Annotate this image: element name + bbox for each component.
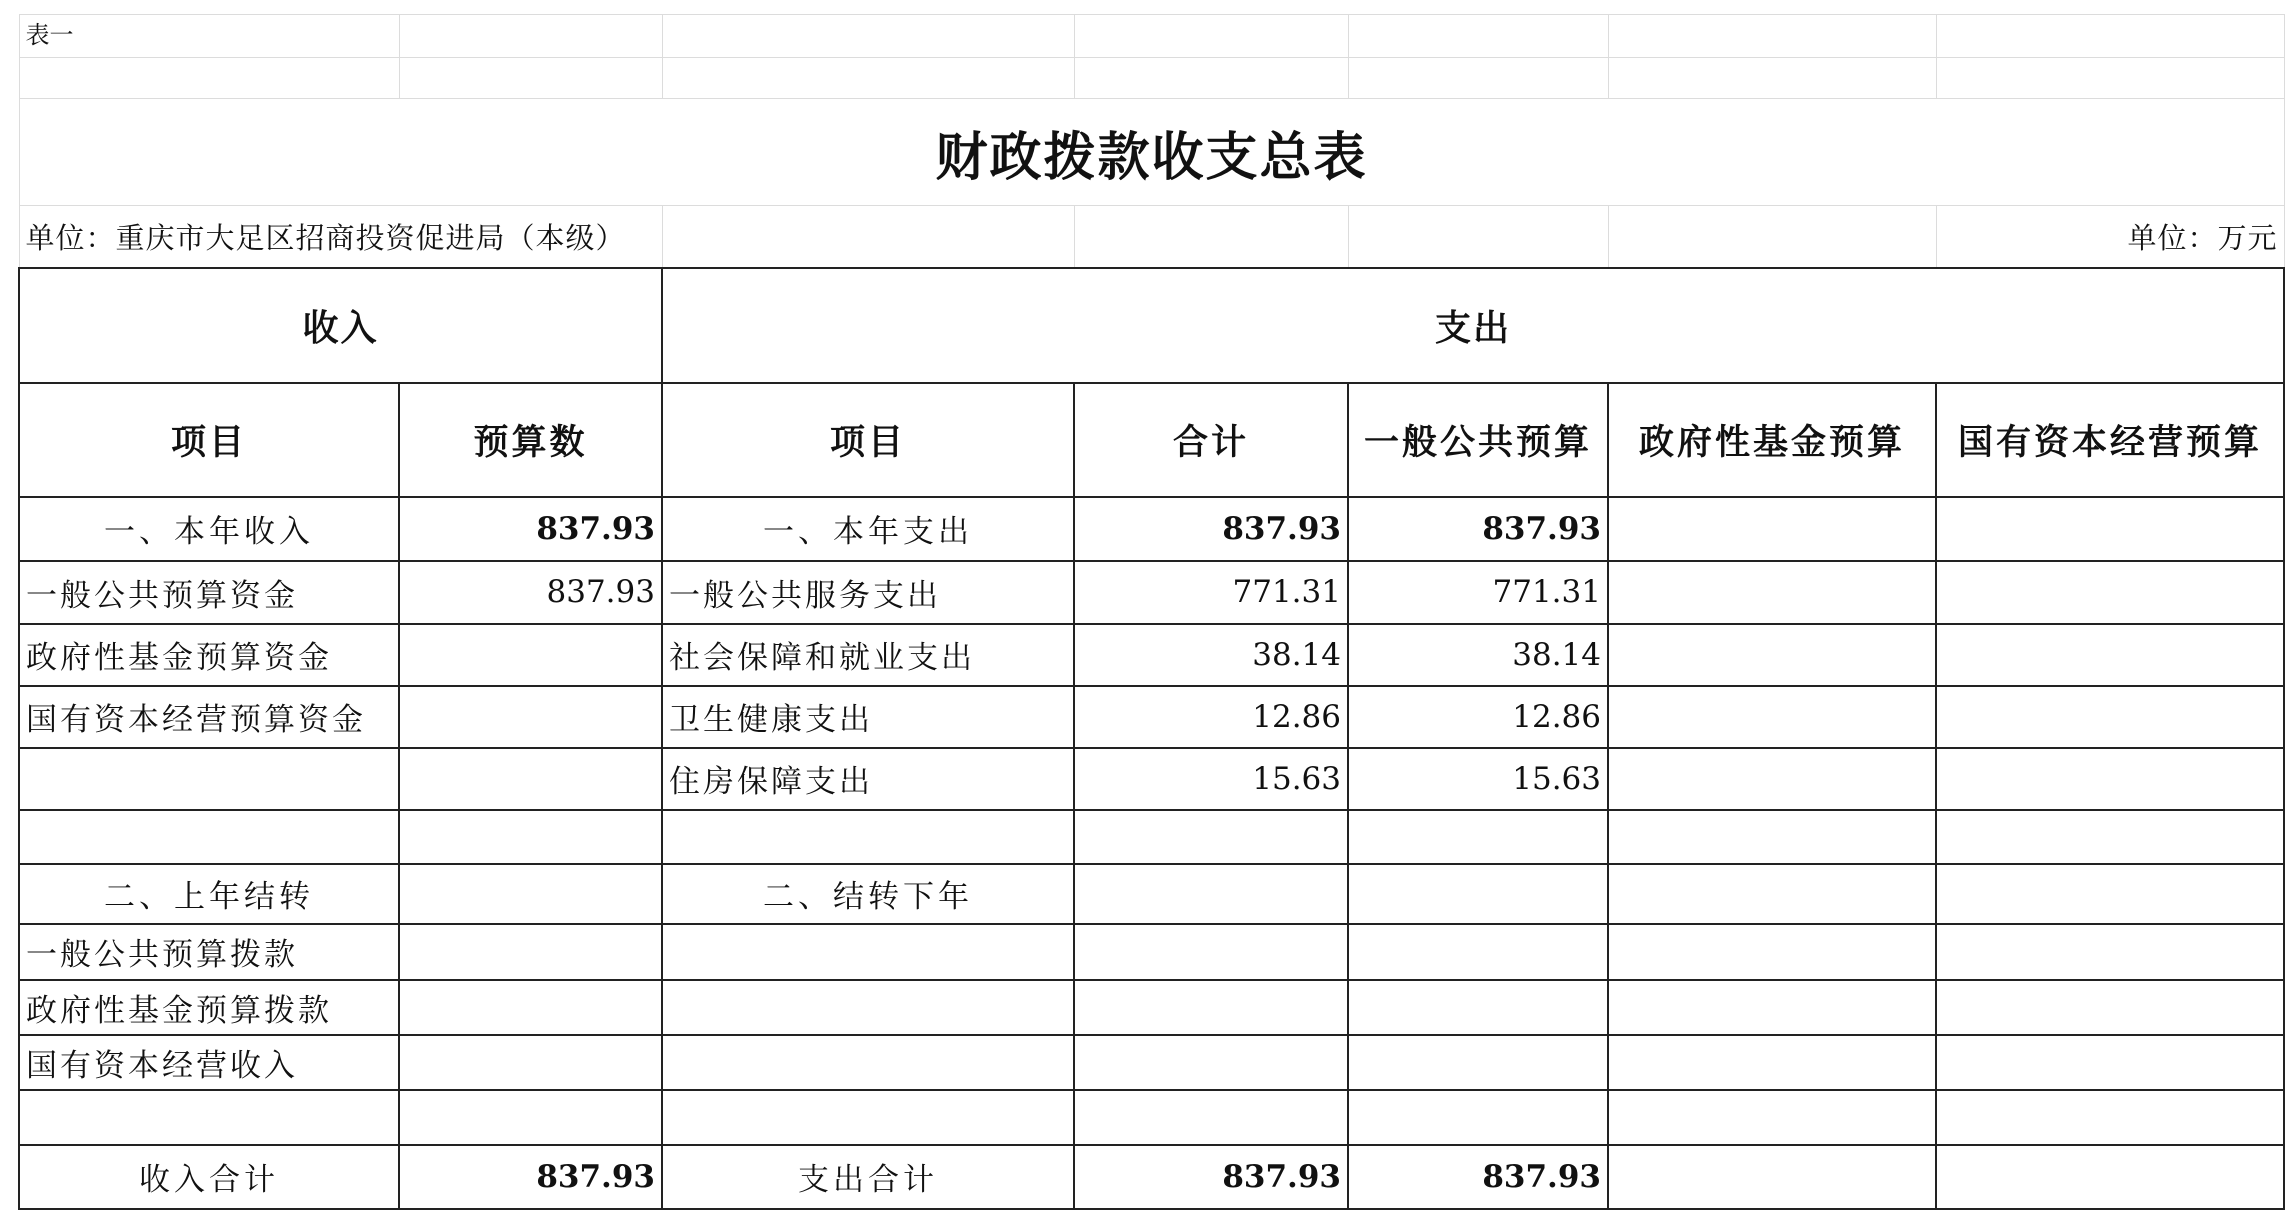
expense-state-capital	[1936, 864, 2284, 924]
income-total-value: 837.93	[399, 1145, 662, 1209]
expense-general	[1348, 864, 1608, 924]
expense-gov-fund	[1608, 1035, 1936, 1090]
expense-gov-fund	[1608, 686, 1936, 748]
expense-general	[1348, 1090, 1608, 1145]
table-row	[19, 686, 2284, 748]
expense-general: 771.31	[1348, 561, 1608, 624]
income-value	[399, 748, 662, 810]
expense-total	[1074, 810, 1348, 864]
unit-row	[19, 206, 2284, 268]
expense-state-capital	[1936, 748, 2284, 810]
expense-gov-fund	[1608, 980, 1936, 1035]
col-income-budget: 预算数	[399, 383, 662, 497]
table-row	[19, 497, 2284, 561]
expense-item	[662, 810, 1074, 864]
income-value	[399, 1090, 662, 1145]
col-gov-fund-budget: 政府性基金预算	[1608, 383, 1936, 497]
expense-total	[1074, 1090, 1348, 1145]
unit-currency: 单位：万元	[1936, 206, 2284, 268]
expense-total-sum: 837.93	[1074, 1145, 1348, 1209]
income-item: 政府性基金预算资金	[19, 624, 399, 686]
expense-total	[1074, 924, 1348, 980]
table-number: 表一	[19, 15, 399, 58]
expense-gov-fund	[1608, 810, 1936, 864]
expense-total	[1074, 1035, 1348, 1090]
header-row-1	[19, 268, 2284, 383]
expense-item: 住房保障支出	[662, 748, 1074, 810]
expense-item: 卫生健康支出	[662, 686, 1074, 748]
income-header: 收入	[19, 268, 662, 383]
expense-state-capital	[1936, 1090, 2284, 1145]
income-value	[399, 864, 662, 924]
expense-total: 12.86	[1074, 686, 1348, 748]
income-item	[19, 748, 399, 810]
income-item: 国有资本经营预算资金	[19, 686, 399, 748]
table-row	[19, 1035, 2284, 1090]
income-value	[399, 686, 662, 748]
expense-total-label: 支出合计	[662, 1145, 1074, 1209]
income-value	[399, 980, 662, 1035]
income-value	[399, 924, 662, 980]
col-expense-item: 项目	[662, 383, 1074, 497]
expense-total	[1074, 864, 1348, 924]
expense-general	[1348, 980, 1608, 1035]
expense-general	[1348, 924, 1608, 980]
expense-gov-fund	[1608, 1090, 1936, 1145]
expense-state-capital	[1936, 497, 2284, 561]
expense-state-capital	[1936, 924, 2284, 980]
title-row	[19, 99, 2284, 206]
expense-header: 支出	[662, 268, 2284, 383]
expense-state-capital	[1936, 1035, 2284, 1090]
income-value	[399, 810, 662, 864]
income-item	[19, 810, 399, 864]
expense-general: 15.63	[1348, 748, 1608, 810]
expense-item: 一、本年支出	[662, 497, 1074, 561]
table-row	[19, 748, 2284, 810]
expense-total: 837.93	[1074, 497, 1348, 561]
expense-gov-fund	[1608, 748, 1936, 810]
col-total: 合计	[1074, 383, 1348, 497]
table-title: 财政拨款收支总表	[19, 99, 2284, 206]
spacer-row	[19, 58, 2284, 99]
expense-item: 社会保障和就业支出	[662, 624, 1074, 686]
col-income-item: 项目	[19, 383, 399, 497]
expense-gov-fund	[1608, 864, 1936, 924]
income-value: 837.93	[399, 497, 662, 561]
expense-item	[662, 1090, 1074, 1145]
income-item: 一般公共预算拨款	[19, 924, 399, 980]
expense-state-capital	[1936, 624, 2284, 686]
table-row	[19, 924, 2284, 980]
expense-item	[662, 1035, 1074, 1090]
expense-total: 771.31	[1074, 561, 1348, 624]
expense-state-capital	[1936, 561, 2284, 624]
table-number-row	[19, 15, 2284, 58]
table-row	[19, 864, 2284, 924]
expense-total-general: 837.93	[1348, 1145, 1608, 1209]
expense-item	[662, 924, 1074, 980]
col-state-capital-budget: 国有资本经营预算	[1936, 383, 2284, 497]
income-item: 二、上年结转	[19, 864, 399, 924]
table-row	[19, 980, 2284, 1035]
expense-total-gov-fund	[1608, 1145, 1936, 1209]
expense-total: 38.14	[1074, 624, 1348, 686]
expense-state-capital	[1936, 810, 2284, 864]
expense-gov-fund	[1608, 561, 1936, 624]
income-item: 政府性基金预算拨款	[19, 980, 399, 1035]
expense-item: 二、结转下年	[662, 864, 1074, 924]
expense-general: 837.93	[1348, 497, 1608, 561]
table-row	[19, 624, 2284, 686]
expense-total-state-capital	[1936, 1145, 2284, 1209]
income-value: 837.93	[399, 561, 662, 624]
income-item	[19, 1090, 399, 1145]
income-item: 国有资本经营收入	[19, 1035, 399, 1090]
table-row	[19, 1090, 2284, 1145]
income-total-label: 收入合计	[19, 1145, 399, 1209]
income-item: 一般公共预算资金	[19, 561, 399, 624]
unit-organization: 单位：重庆市大足区招商投资促进局（本级）	[19, 206, 662, 268]
expense-total: 15.63	[1074, 748, 1348, 810]
expense-gov-fund	[1608, 497, 1936, 561]
income-value	[399, 1035, 662, 1090]
header-row-2	[19, 383, 2284, 497]
table-row	[19, 561, 2284, 624]
income-item: 一、本年收入	[19, 497, 399, 561]
expense-general: 12.86	[1348, 686, 1608, 748]
expense-state-capital	[1936, 686, 2284, 748]
expense-gov-fund	[1608, 624, 1936, 686]
expense-state-capital	[1936, 980, 2284, 1035]
expense-item: 一般公共服务支出	[662, 561, 1074, 624]
income-value	[399, 624, 662, 686]
totals-row	[19, 1145, 2284, 1209]
expense-item	[662, 980, 1074, 1035]
expense-total	[1074, 980, 1348, 1035]
expense-general	[1348, 810, 1608, 864]
expense-general	[1348, 1035, 1608, 1090]
table-row	[19, 810, 2284, 864]
col-general-budget: 一般公共预算	[1348, 383, 1608, 497]
budget-summary-table	[18, 14, 2285, 1210]
expense-gov-fund	[1608, 924, 1936, 980]
expense-general: 38.14	[1348, 624, 1608, 686]
